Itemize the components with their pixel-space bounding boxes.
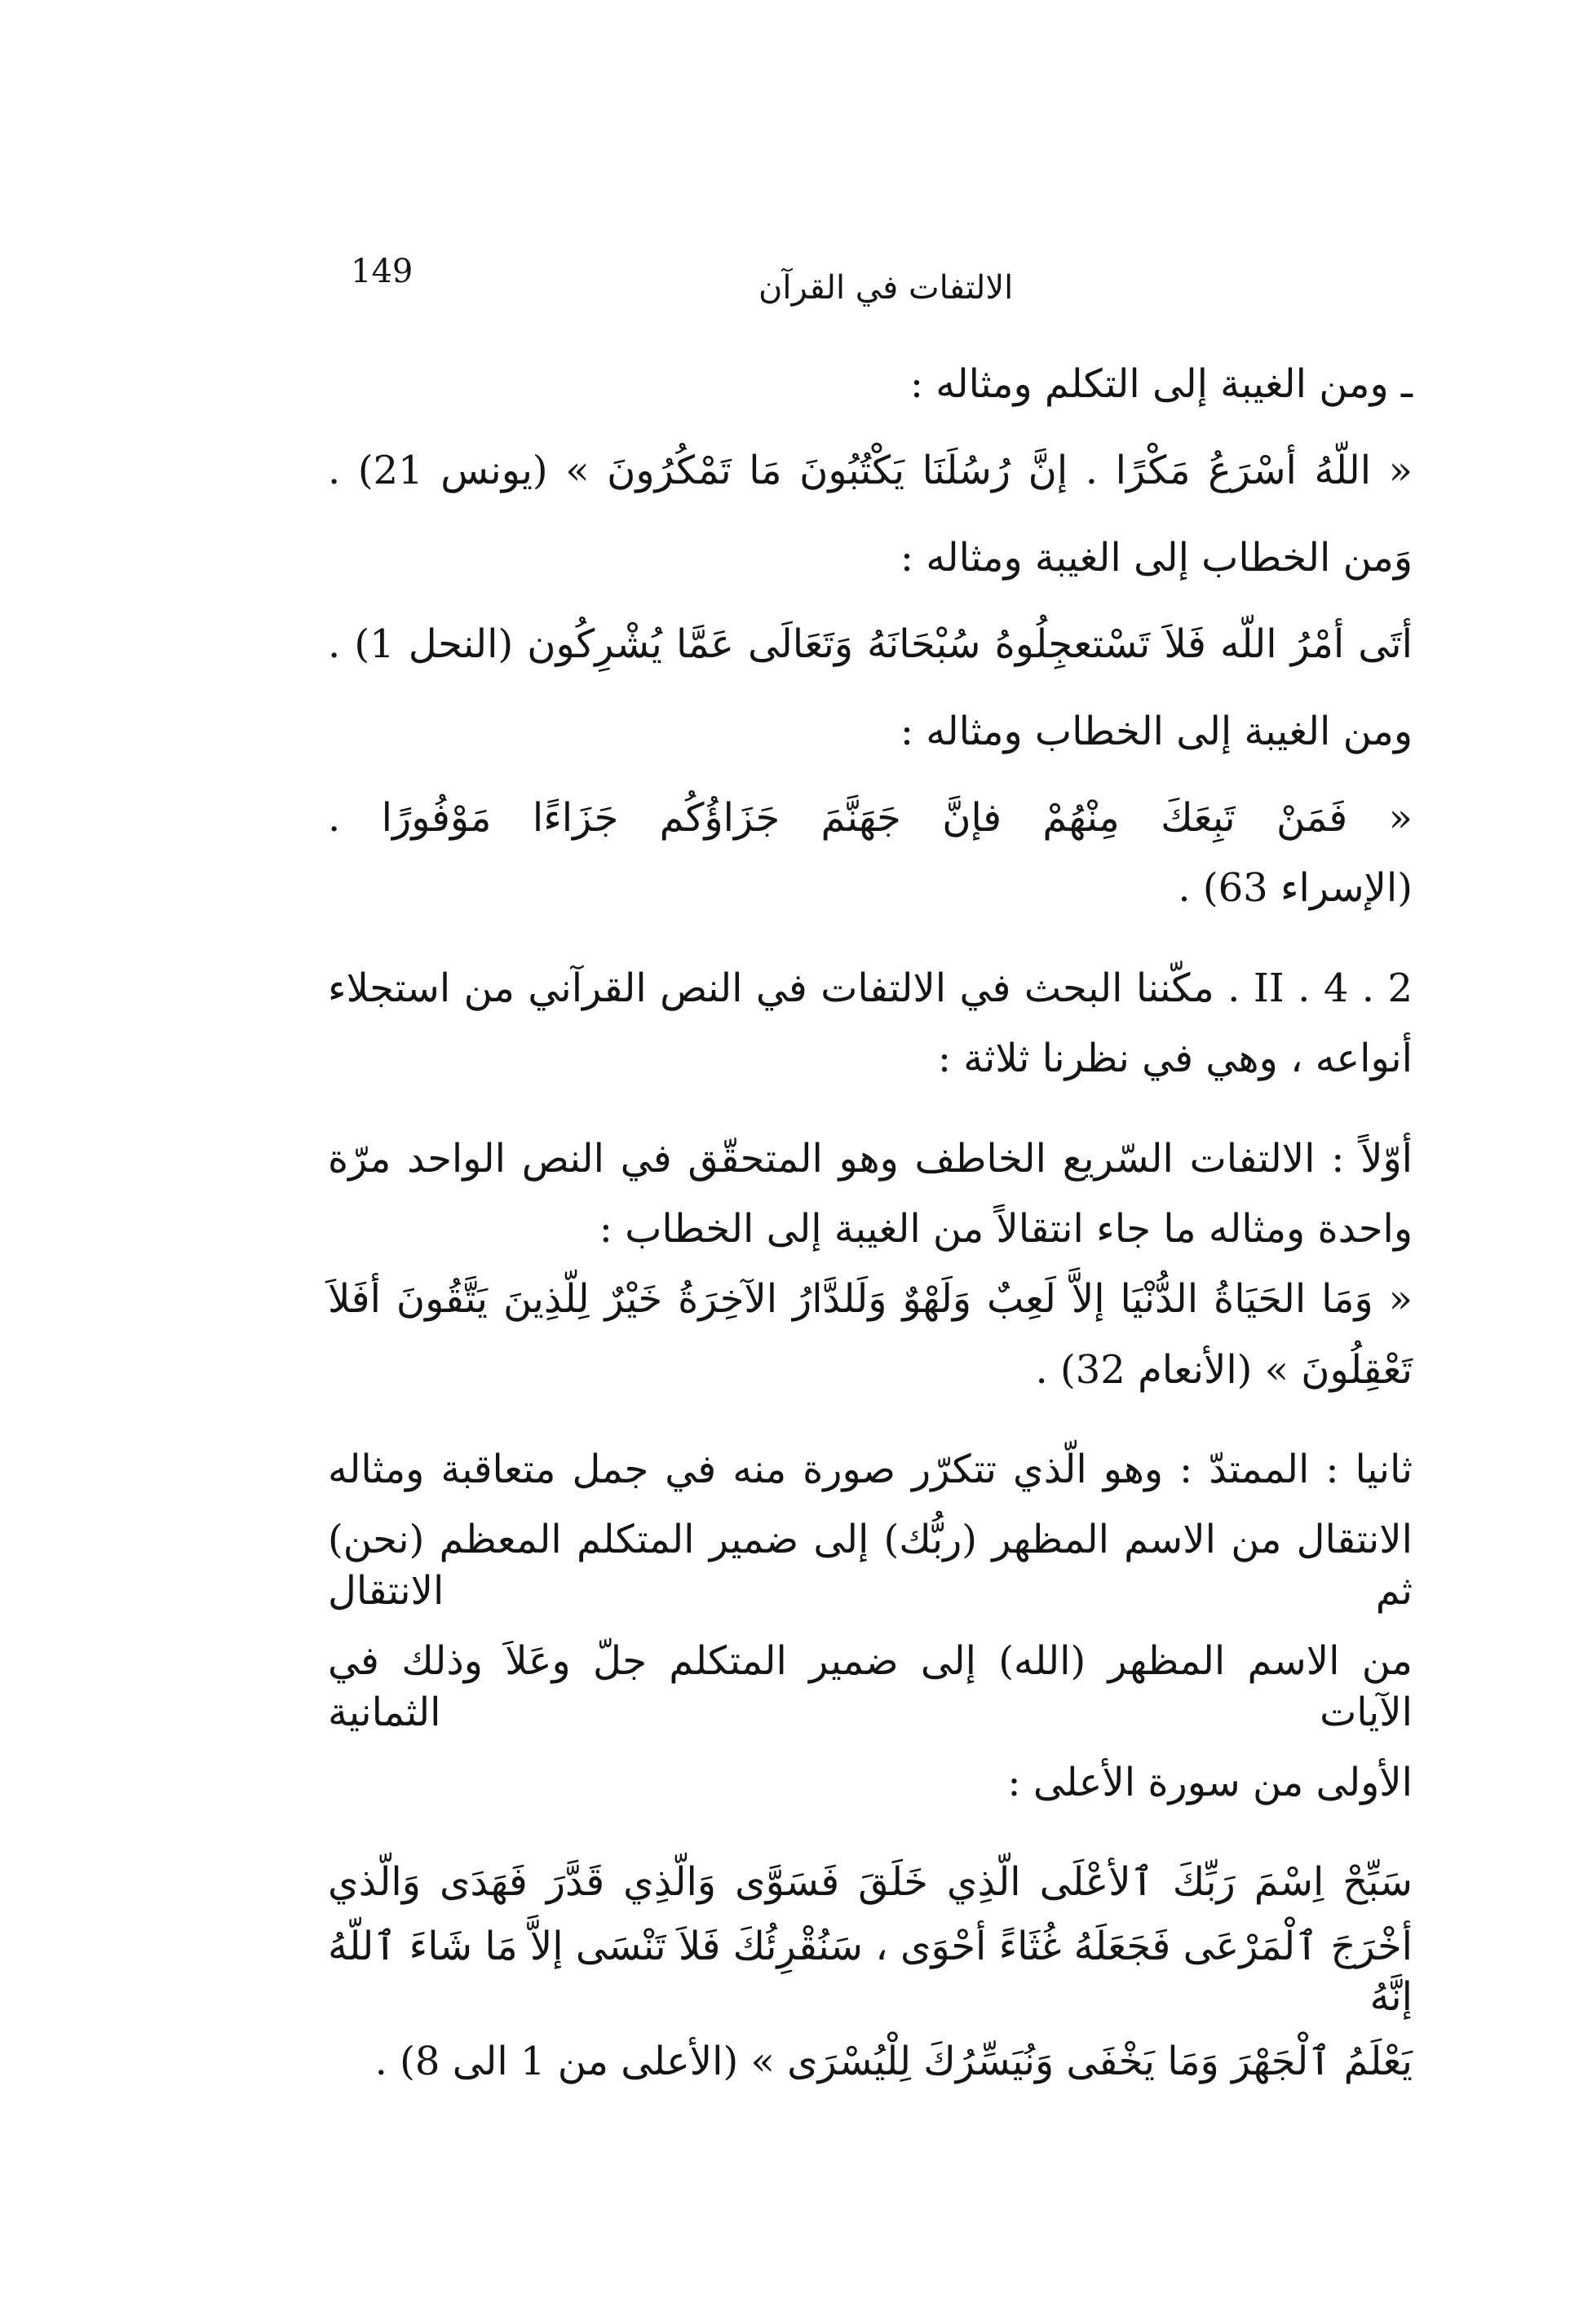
text-line: أوّلاً : الالتفات السّريع الخاطف وهو المتحقّق في النص الواحد مرّة xyxy=(328,1135,1413,1182)
text-line: واحدة ومثاله ما جاء انتقالاً من الغيبة إلى الخطاب : xyxy=(599,1205,1413,1252)
quran-verse-line: « اللّهُ أسْرَعُ مَكْرًا . إنَّ رُسُلَنَا يَكْتُبُونَ مَا تَمْكُرُونَ » (يونس 21) . xyxy=(328,448,1413,494)
page-number: 149 xyxy=(351,253,413,290)
running-title: الالتفات في القرآن xyxy=(758,269,1014,307)
text-line: ثانيا : الممتدّ : وهو الّذي تتكرّر صورة منه في جمل متعاقبة ومثاله xyxy=(328,1447,1413,1493)
quran-verse-line: يَعْلَمُ ٱلْجَهْرَ وَمَا يَخْفَى وَنُيَسِّرُكَ لِلْيُسْرَى » (الأعلى من 1 الى 8) . xyxy=(374,2038,1413,2084)
quran-verse-line: أتَى أمْرُ اللّه فَلاَ تَسْتعجِلُوهُ سُبْحَانَهُ وَتَعَالَى عَمَّا يُشْرِكُون (النحل 1) . xyxy=(328,621,1413,668)
quran-verse-line: سَبِّحْ اِسْمَ رَبِّكَ ٱلأعْلَى الّذِي خَلَقَ فَسَوَّى وَالّذِي قَدَّرَ فَهَدَى وَالّذي xyxy=(328,1859,1413,1906)
text-line: ومن الغيبة إلى الخطاب ومثاله : xyxy=(900,708,1413,754)
text-line: الأولى من سورة الأعلى : xyxy=(1007,1760,1413,1806)
quran-reference-line: (الإسراء 63) . xyxy=(1178,865,1413,912)
quran-verse-line: « وَمَا الحَيَاةُ الدُّنْيَا إلاَّ لَعِبٌ وَلَهْوٌ وَلَلدَّارُ الآخِرَةُ خَيْرٌ لِلّذِينَ يَتَّقُونَ أفَلاَ xyxy=(328,1276,1413,1323)
quran-verse-line: « فَمَنْ تَبِعَكَ مِنْهُمْ فإنَّ جَهَنَّمَ جَزَاؤُكُم جَزَاءًا مَوْفُورًا . xyxy=(328,794,1413,841)
text-line: وَمن الخطاب إلى الغيبة ومثاله : xyxy=(900,534,1413,581)
text-line: الانتقال من الاسم المظهر (ربُّك) إلى ضمير المتكلم المعظم (نحن) ثم الانتقال xyxy=(328,1517,1413,1614)
section-heading-line: II . 4 . 2 . مكّننا البحث في الالتفات في النص القرآني من استجلاء xyxy=(328,965,1413,1011)
quran-reference-line: تَعْقِلُونَ » (الأنعام 32) . xyxy=(1035,1346,1413,1393)
text-line: من الاسم المظهر (الله) إلى ضمير المتكلم جلّ وعَلاَ وذلك في الآيات الثمانية xyxy=(328,1638,1413,1735)
page-body xyxy=(328,359,1413,2087)
page-header xyxy=(326,253,1386,326)
text-line: أنواعه ، وهي في نظرنا ثلاثة : xyxy=(937,1036,1413,1082)
text-line: ـ ومن الغيبة إلى التكلم ومثاله : xyxy=(909,361,1413,407)
quran-verse-line: أخْرَجَ ٱلْمَرْعَى فَجَعَلَهُ غُثَاءً أحْوَى ، سَنُقْرِئُكَ فَلاَ تَنْسَى إلاَّ مَا شَاءَ ٱللّهُ إنَّهُ xyxy=(328,1923,1413,2021)
